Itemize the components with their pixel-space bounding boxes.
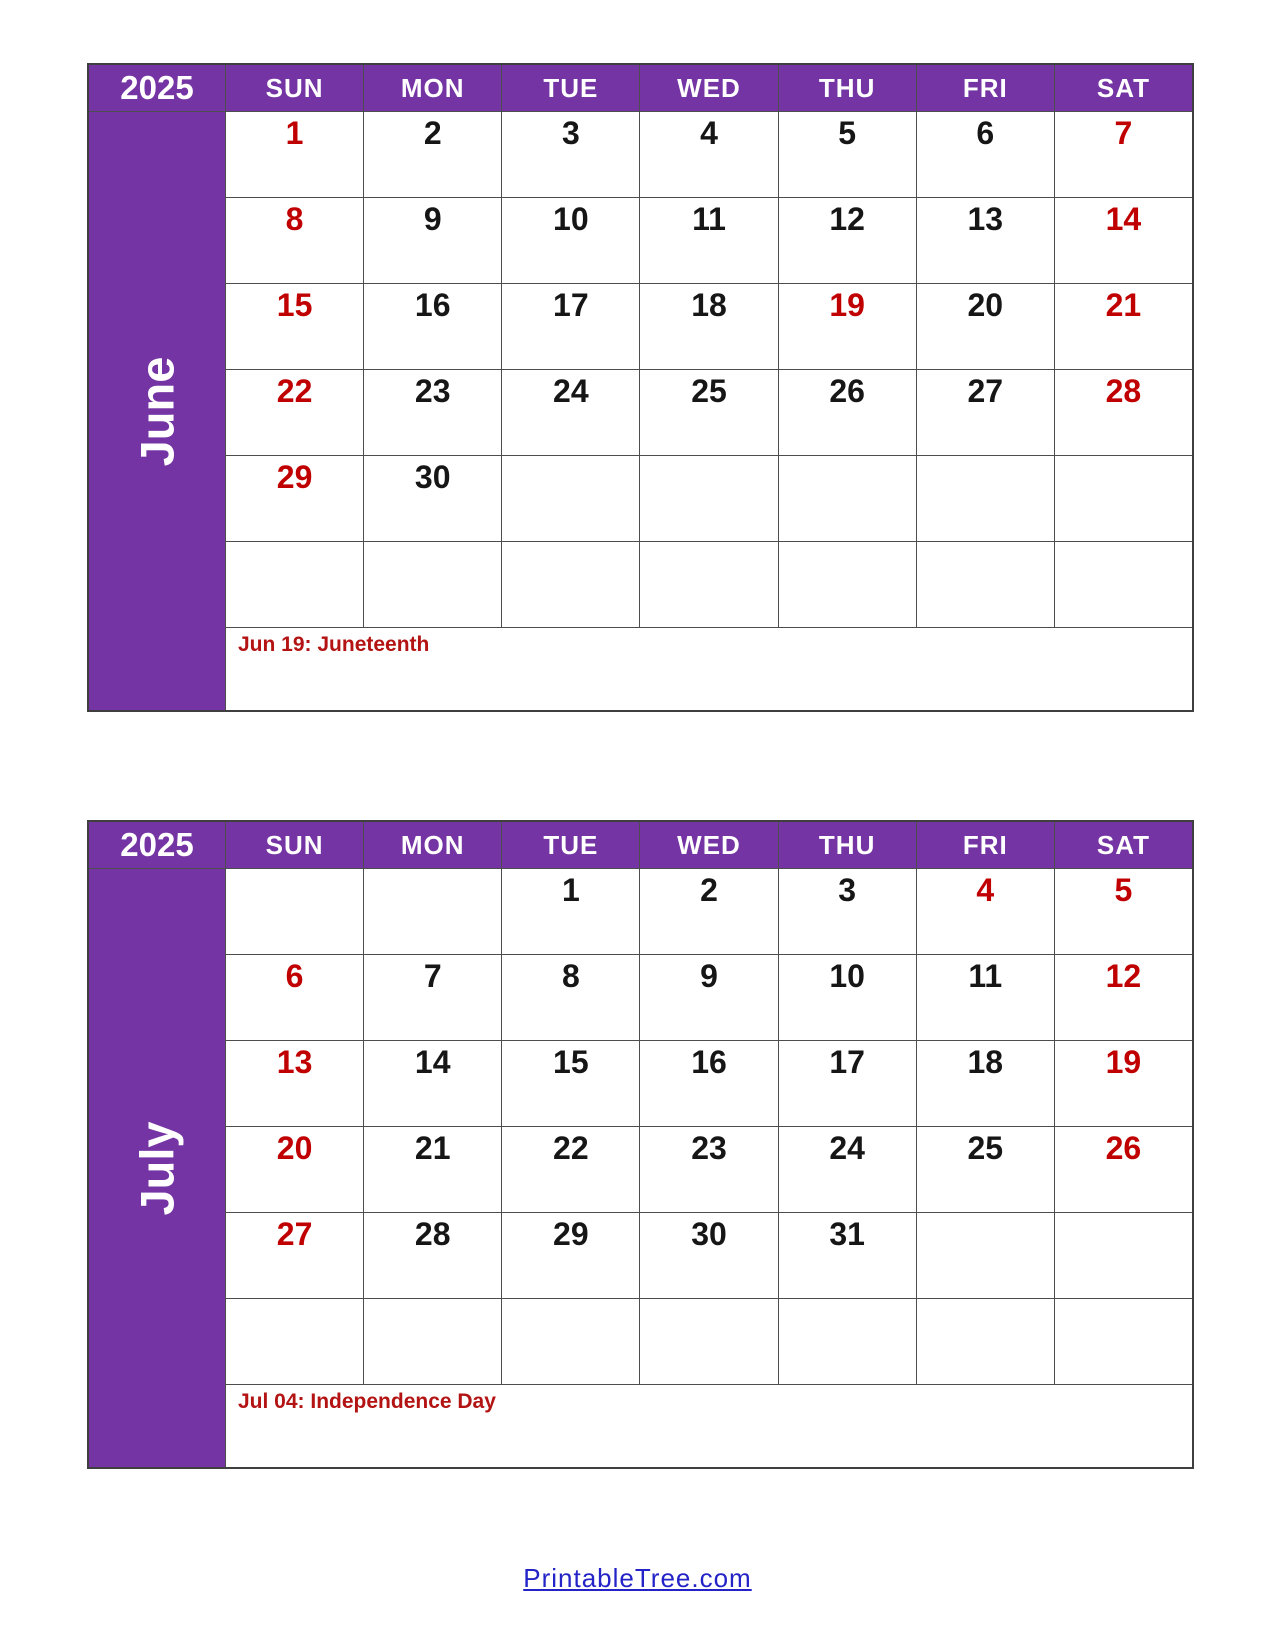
day-header-wed: WED xyxy=(640,822,777,868)
day-header-sun: SUN xyxy=(226,822,363,868)
date-cell xyxy=(917,542,1054,627)
date-cell: 23 xyxy=(364,370,501,455)
footer xyxy=(0,1563,1275,1594)
date-cell xyxy=(640,456,777,541)
date-cell xyxy=(226,542,363,627)
date-cell: 30 xyxy=(640,1213,777,1298)
date-cell xyxy=(502,1299,639,1384)
date-cell: 28 xyxy=(364,1213,501,1298)
date-cell xyxy=(502,542,639,627)
day-header-mon: MON xyxy=(364,822,501,868)
date-cell: 17 xyxy=(779,1041,916,1126)
month-sidebar xyxy=(89,112,225,710)
date-cell xyxy=(1055,542,1192,627)
date-cell: 6 xyxy=(226,955,363,1040)
date-cell: 1 xyxy=(226,112,363,197)
day-header-mon: MON xyxy=(364,65,501,111)
date-cell: 21 xyxy=(364,1127,501,1212)
date-cell: 16 xyxy=(364,284,501,369)
month-label: June xyxy=(130,356,184,466)
year-label: 2025 xyxy=(89,822,225,868)
date-cell xyxy=(1055,1213,1192,1298)
date-cell xyxy=(226,1299,363,1384)
date-cell: 10 xyxy=(502,198,639,283)
month-label: July xyxy=(130,1120,184,1216)
date-cell xyxy=(779,1299,916,1384)
date-cell: 19 xyxy=(779,284,916,369)
date-cell: 1 xyxy=(502,869,639,954)
date-cell: 24 xyxy=(779,1127,916,1212)
holiday-note: Jun 19: Juneteenth xyxy=(226,628,1192,710)
date-cell xyxy=(640,542,777,627)
date-cell xyxy=(1055,456,1192,541)
date-cell: 7 xyxy=(1055,112,1192,197)
date-cell: 22 xyxy=(502,1127,639,1212)
footer-link[interactable]: PrintableTree.com xyxy=(523,1563,752,1593)
date-cell: 2 xyxy=(364,112,501,197)
date-cell: 3 xyxy=(779,869,916,954)
date-cell: 25 xyxy=(640,370,777,455)
date-cell: 18 xyxy=(640,284,777,369)
year-label: 2025 xyxy=(89,65,225,111)
day-header-sat: SAT xyxy=(1055,65,1192,111)
date-cell: 14 xyxy=(1055,198,1192,283)
day-header-thu: THU xyxy=(779,822,916,868)
date-cell xyxy=(917,456,1054,541)
day-header-thu: THU xyxy=(779,65,916,111)
date-cell: 30 xyxy=(364,456,501,541)
day-header-tue: TUE xyxy=(502,65,639,111)
date-cell: 25 xyxy=(917,1127,1054,1212)
date-cell: 19 xyxy=(1055,1041,1192,1126)
date-cell: 17 xyxy=(502,284,639,369)
date-cell: 3 xyxy=(502,112,639,197)
month-sidebar xyxy=(89,869,225,1467)
date-cell: 22 xyxy=(226,370,363,455)
date-cell xyxy=(640,1299,777,1384)
day-header-fri: FRI xyxy=(917,822,1054,868)
date-cell: 5 xyxy=(1055,869,1192,954)
date-cell: 24 xyxy=(502,370,639,455)
date-cell: 8 xyxy=(226,198,363,283)
day-header-sat: SAT xyxy=(1055,822,1192,868)
date-cell: 13 xyxy=(226,1041,363,1126)
date-cell: 18 xyxy=(917,1041,1054,1126)
date-cell: 23 xyxy=(640,1127,777,1212)
date-cell xyxy=(1055,1299,1192,1384)
date-cell: 7 xyxy=(364,955,501,1040)
date-cell: 12 xyxy=(1055,955,1192,1040)
date-cell: 13 xyxy=(917,198,1054,283)
date-cell xyxy=(364,1299,501,1384)
date-cell: 9 xyxy=(640,955,777,1040)
date-cell: 2 xyxy=(640,869,777,954)
holiday-note: Jul 04: Independence Day xyxy=(226,1385,1192,1467)
date-cell: 8 xyxy=(502,955,639,1040)
date-cell: 4 xyxy=(640,112,777,197)
date-cell: 9 xyxy=(364,198,501,283)
date-cell: 29 xyxy=(502,1213,639,1298)
calendar-june xyxy=(87,63,1194,712)
day-header-wed: WED xyxy=(640,65,777,111)
day-header-sun: SUN xyxy=(226,65,363,111)
date-cell xyxy=(226,869,363,954)
date-cell: 29 xyxy=(226,456,363,541)
calendar-july xyxy=(87,820,1194,1469)
date-cell: 31 xyxy=(779,1213,916,1298)
date-cell: 11 xyxy=(640,198,777,283)
date-cell: 27 xyxy=(226,1213,363,1298)
date-cell: 20 xyxy=(226,1127,363,1212)
date-cell: 14 xyxy=(364,1041,501,1126)
date-cell xyxy=(502,456,639,541)
date-cell: 6 xyxy=(917,112,1054,197)
date-cell: 5 xyxy=(779,112,916,197)
date-cell xyxy=(779,542,916,627)
date-cell: 10 xyxy=(779,955,916,1040)
date-cell: 15 xyxy=(226,284,363,369)
date-cell xyxy=(917,1213,1054,1298)
date-cell: 4 xyxy=(917,869,1054,954)
date-cell xyxy=(364,542,501,627)
date-cell: 26 xyxy=(1055,1127,1192,1212)
date-cell: 12 xyxy=(779,198,916,283)
day-header-tue: TUE xyxy=(502,822,639,868)
date-cell: 11 xyxy=(917,955,1054,1040)
date-cell: 26 xyxy=(779,370,916,455)
date-cell: 20 xyxy=(917,284,1054,369)
date-cell xyxy=(779,456,916,541)
day-header-fri: FRI xyxy=(917,65,1054,111)
date-cell xyxy=(364,869,501,954)
date-cell: 27 xyxy=(917,370,1054,455)
date-cell: 15 xyxy=(502,1041,639,1126)
date-cell: 16 xyxy=(640,1041,777,1126)
date-cell: 21 xyxy=(1055,284,1192,369)
date-cell: 28 xyxy=(1055,370,1192,455)
date-cell xyxy=(917,1299,1054,1384)
